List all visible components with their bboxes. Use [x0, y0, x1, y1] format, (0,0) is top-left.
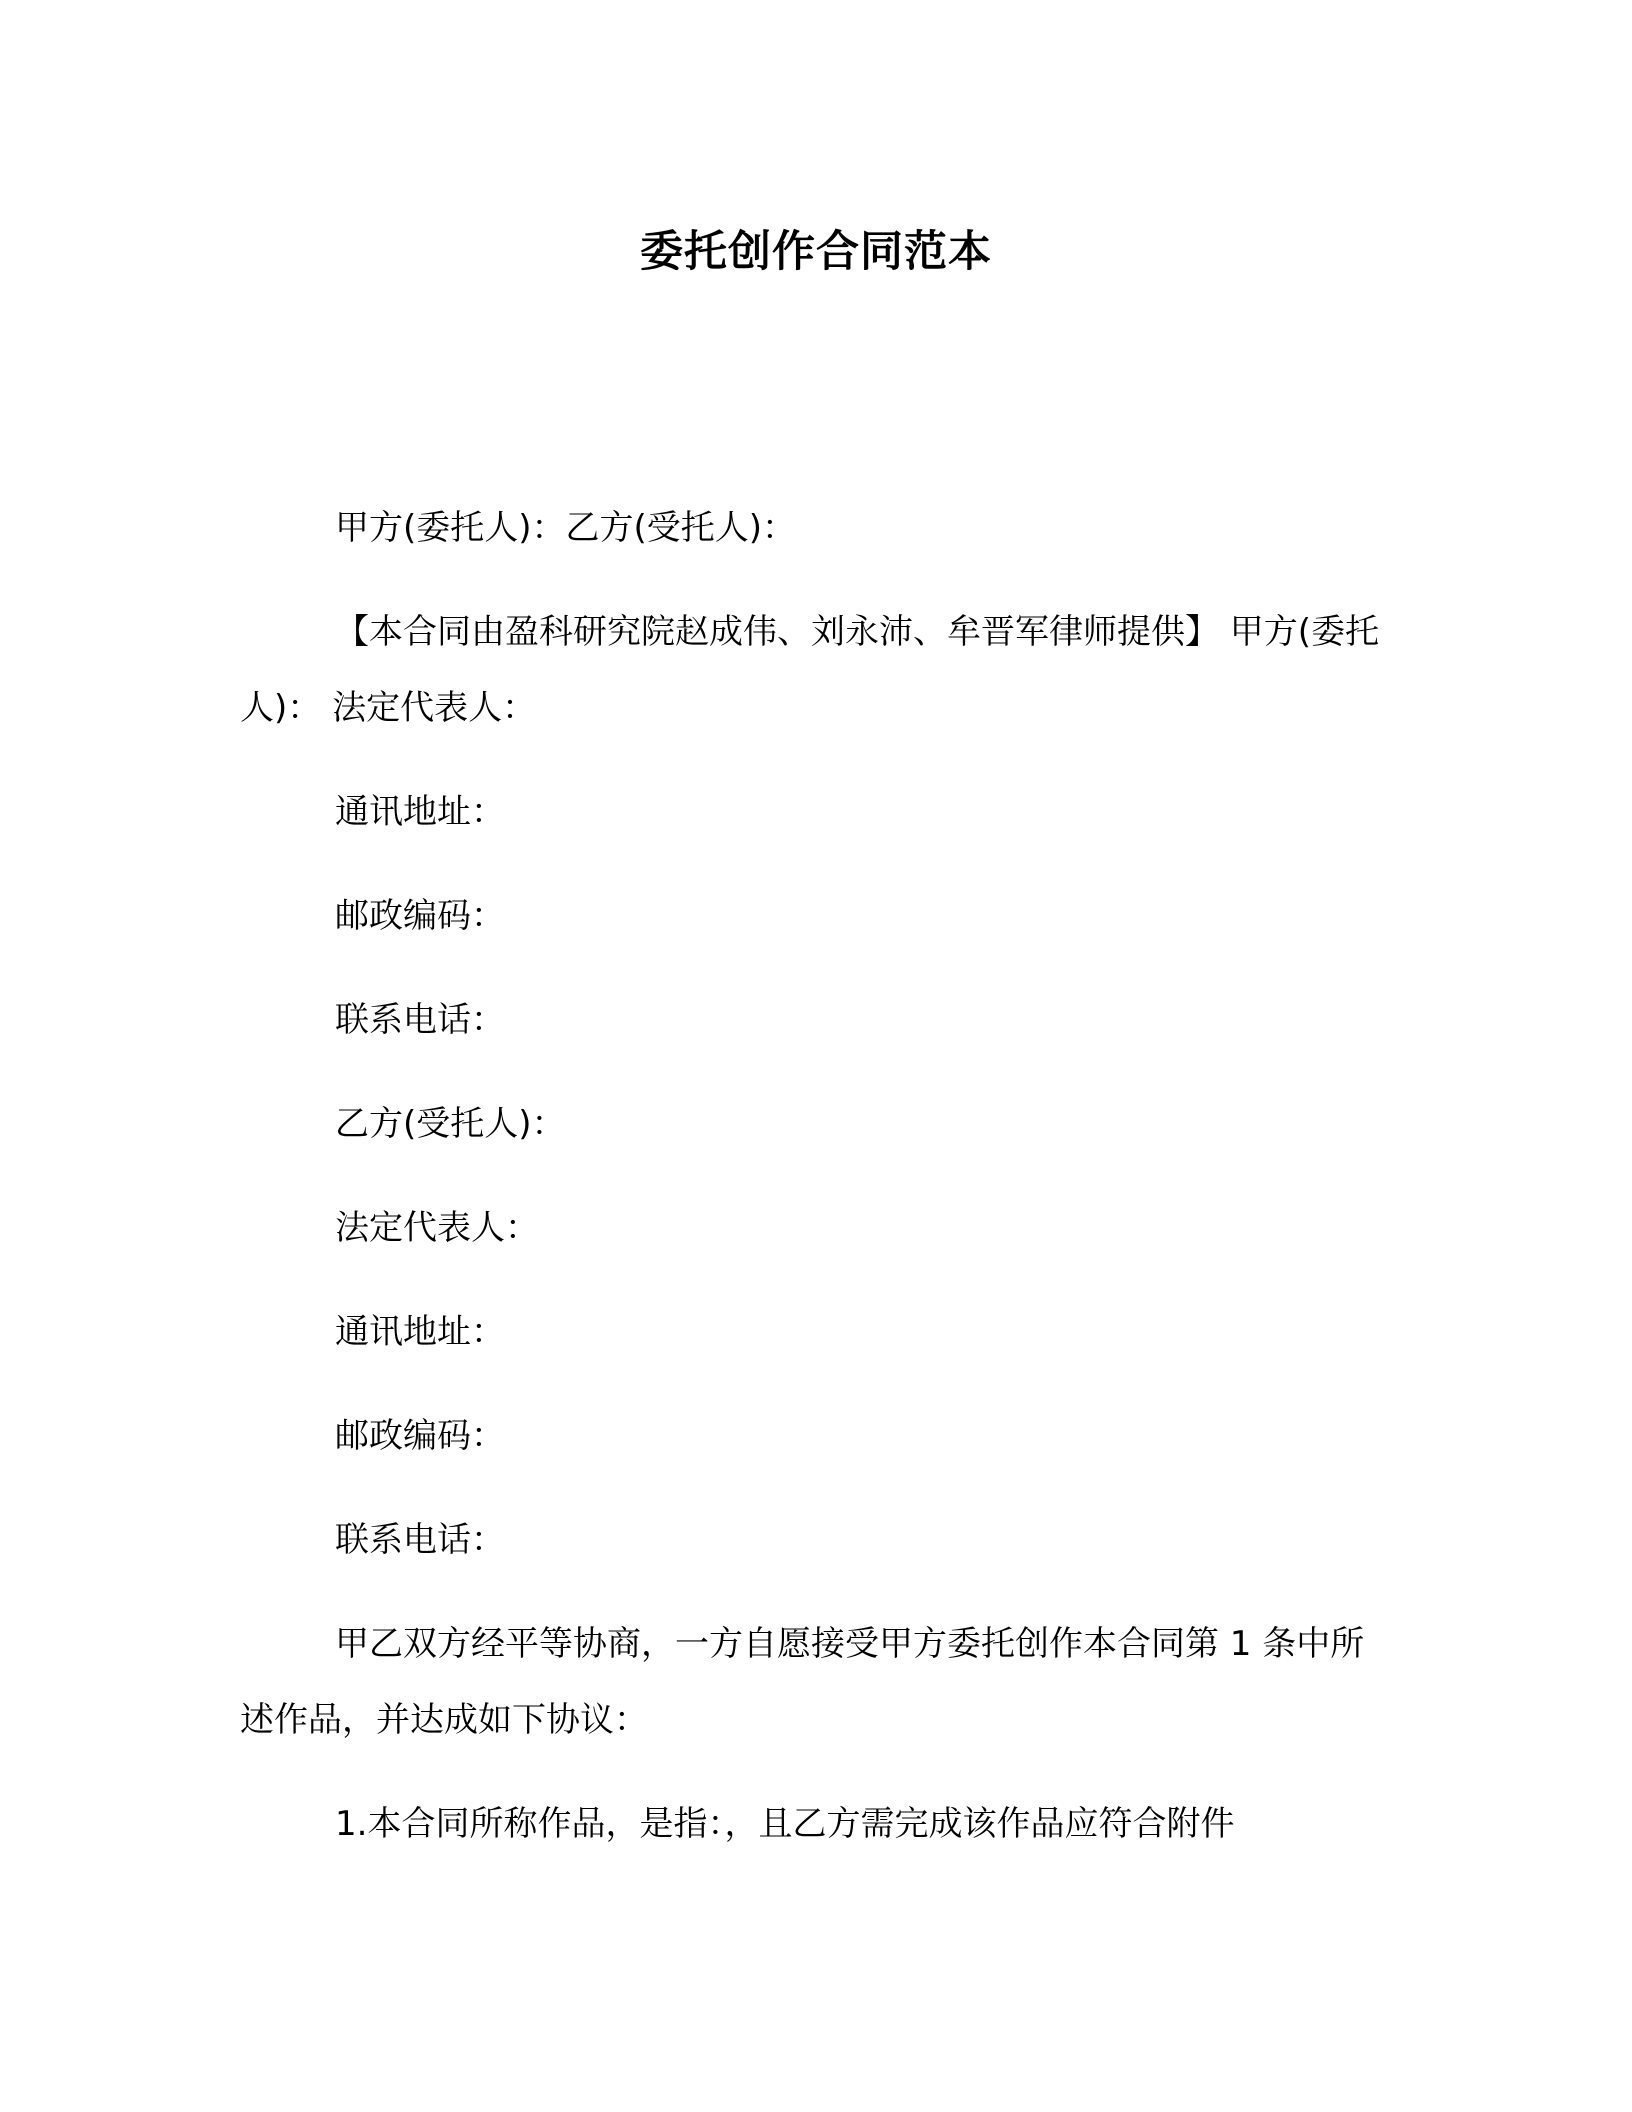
paragraph-parties-header: 甲方(委托人)：乙方(受托人)： — [335, 508, 797, 548]
paragraph-clause-1: 1.本合同所称作品，是指：，且乙方需完成该作品应符合附件 — [335, 1804, 1235, 1844]
paragraph-party-b-representative: 法定代表人： — [335, 1208, 539, 1248]
paragraph-provider-note: 【本合同由盈科研究院赵成伟、刘永沛、牟晋军律师提供】 甲方(委托人)： 法定代表人： — [240, 612, 1380, 728]
paragraph-party-b-address: 通讯地址： — [335, 1312, 505, 1352]
paragraph-party-a-phone: 联系电话： — [335, 1000, 505, 1040]
document-body — [240, 490, 1390, 1890]
paragraph-party-b-postcode: 邮政编码： — [335, 1416, 505, 1456]
document-title: 委托创作合同范本 — [640, 227, 992, 277]
paragraph-party-b: 乙方(受托人)： — [335, 1104, 566, 1144]
paragraph-agreement-intro: 甲乙双方经平等协商，一方自愿接受甲方委托创作本合同第 1 条中所述作品，并达成如下协议： — [240, 1624, 1365, 1740]
paragraph-party-b-phone: 联系电话： — [335, 1520, 505, 1560]
paragraph-party-a-postcode: 邮政编码： — [335, 896, 505, 936]
paragraph-party-a-address: 通讯地址： — [335, 792, 505, 832]
